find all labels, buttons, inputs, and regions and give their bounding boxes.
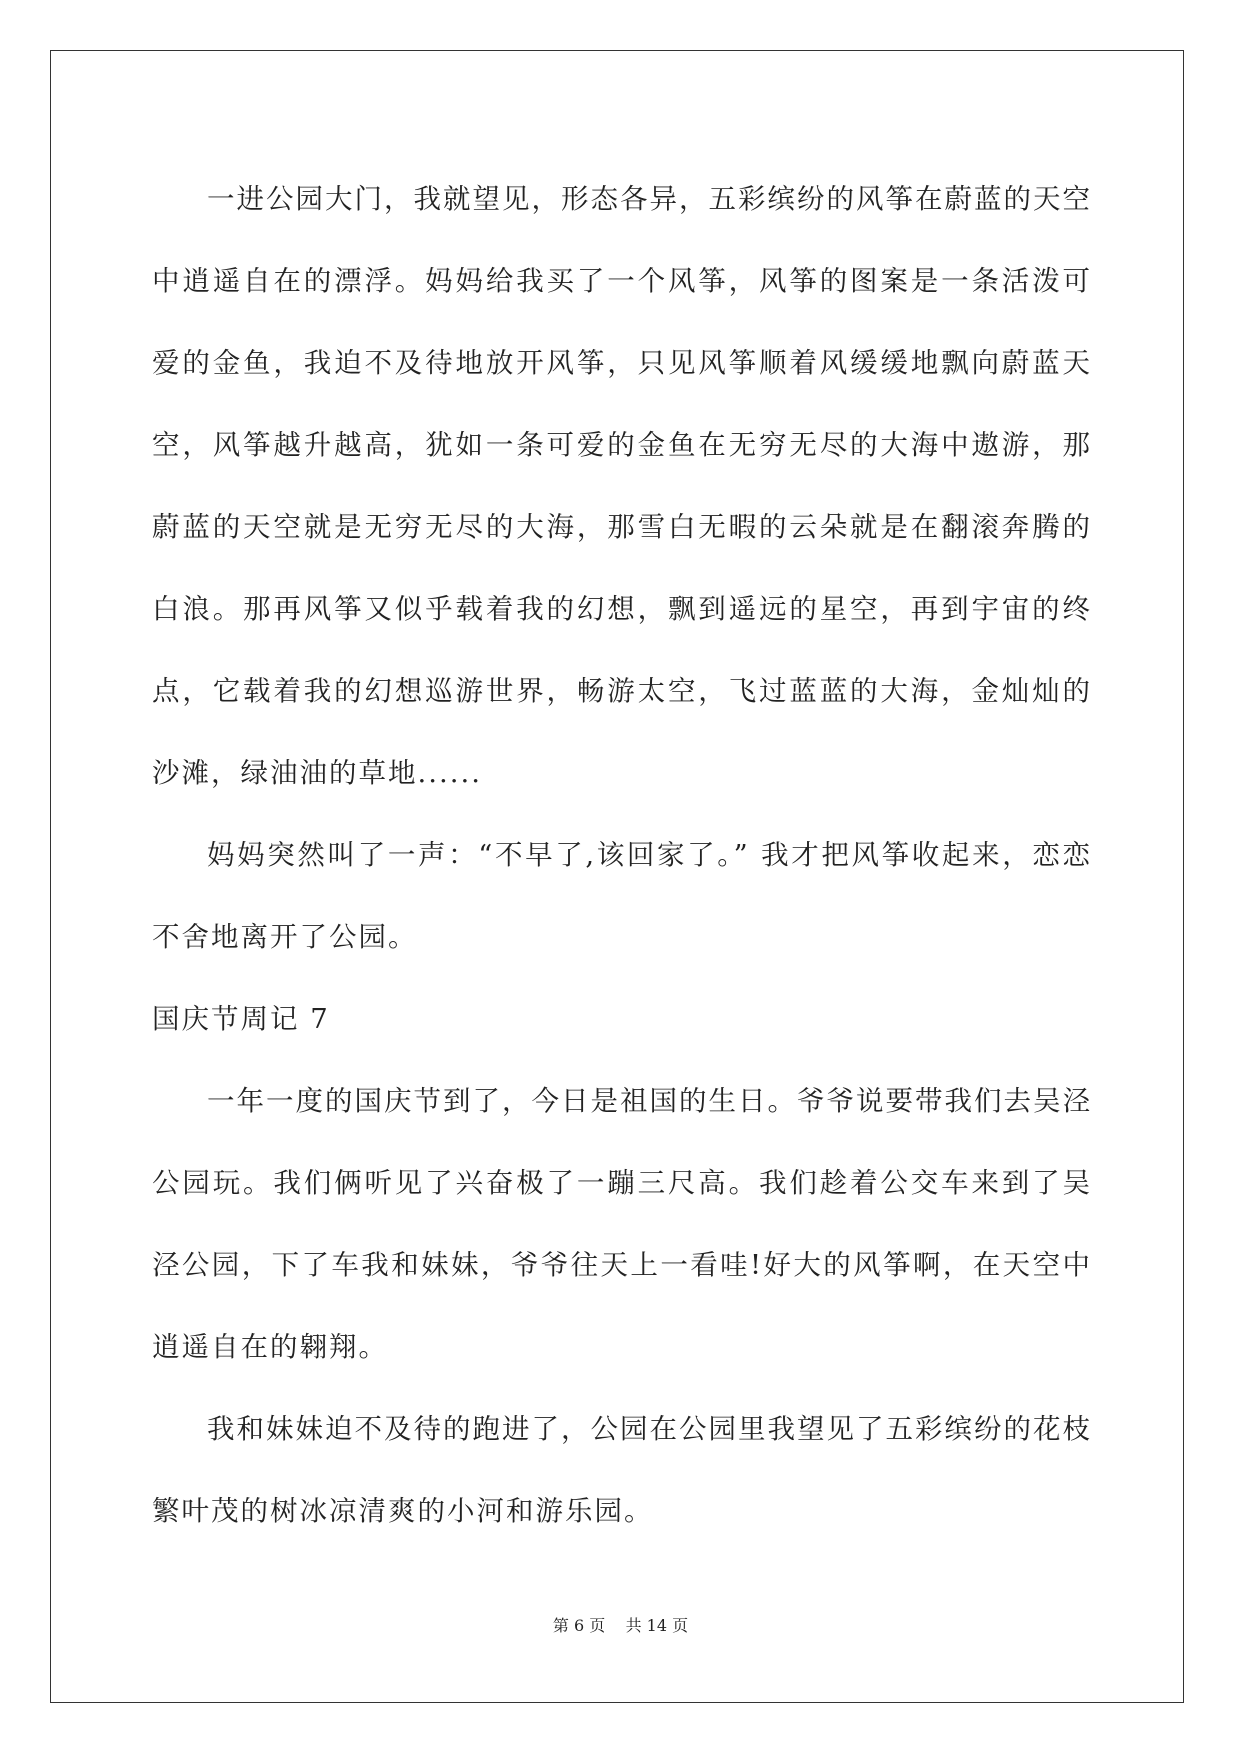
paragraph: 我和妹妹迫不及待的跑进了，公园在公园里我望见了五彩缤纷的花枝繁叶茂的树冰凉清爽的小河和游乐园。 — [152, 1413, 1092, 1527]
paragraph: 一进公园大门，我就望见，形态各异，五彩缤纷的风筝在蔚蓝的天空中逍遥自在的漂浮。妈妈给我买了一个风筝，风筝的图案是一条活泼可爱的金鱼，我迫不及待地放开风筝，只见风筝顺着风缓缓地飘向蔚蓝天空，风筝越升越高，犹如一条可爱的金鱼在无穷无尽的大海中遨游，那蔚蓝的天空就是无穷无尽的大海，那雪白无暇的云朵就是在翻滚奔腾的白浪。那再风筝又似乎载着我的幻想，飘到遥远的星空，再到宇宙的终点，它载着我的幻想巡游世界，畅游太空，飞过蓝蓝的大海，金灿灿的沙滩，绿油油的草地...... — [152, 183, 1092, 789]
page-number: 第 6 页 — [552, 1616, 606, 1635]
paragraph: 妈妈突然叫了一声：“不早了,该回家了。” 我才把风筝收起来，恋恋不舍地离开了公园。 — [152, 839, 1092, 953]
page-footer — [0, 1613, 1241, 1636]
section-heading: 国庆节周记 7 — [152, 1003, 330, 1035]
document-body — [152, 158, 1092, 1552]
paragraph: 一年一度的国庆节到了，今日是祖国的生日。爷爷说要带我们去吴泾公园玩。我们俩听见了兴奋极了一蹦三尺高。我们趁着公交车来到了吴泾公园，下了车我和妹妹，爷爷往天上一看哇!好大的风筝啊，在天空中逍遥自在的翱翔。 — [152, 1085, 1092, 1363]
total-pages: 共 14 页 — [625, 1616, 689, 1635]
